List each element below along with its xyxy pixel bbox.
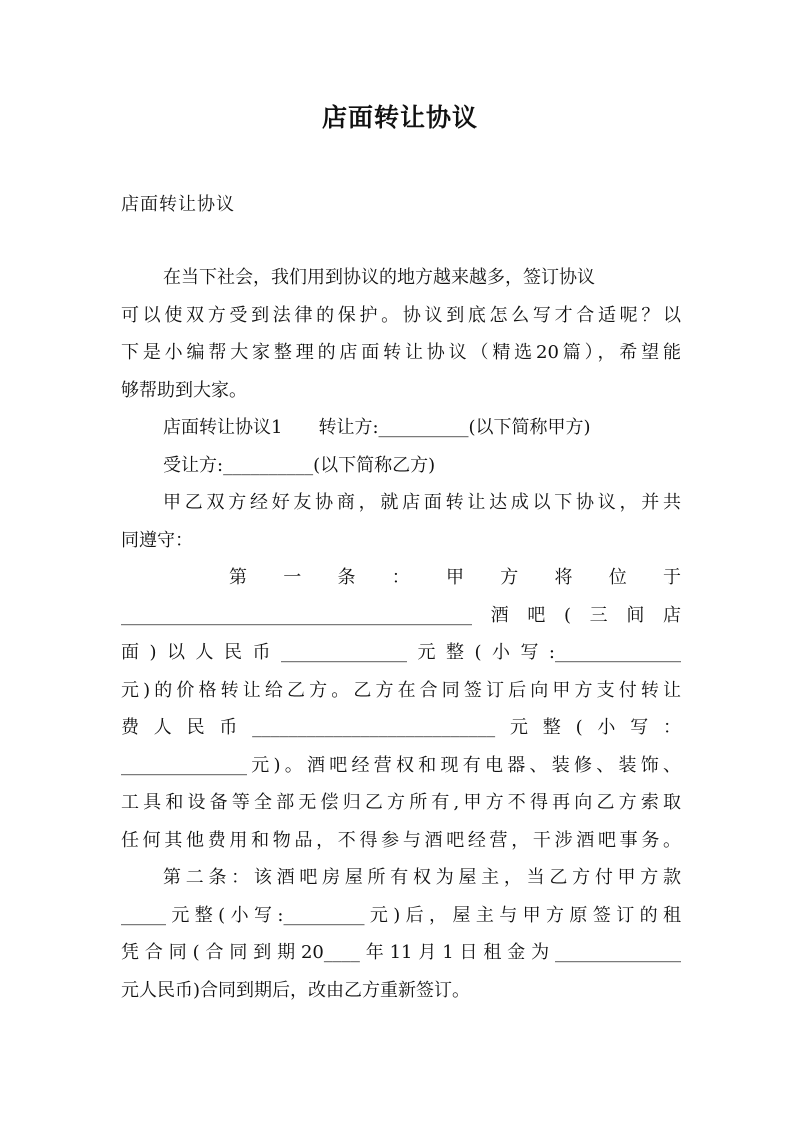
paragraph-line: _____元整(小写:_________元)后，屋主与甲方原签订的租 [121, 904, 681, 926]
document-body [121, 259, 681, 1009]
paragraph-line: 够帮助到大家。 [121, 379, 247, 401]
paragraph-line: 元人民币)合同到期后，改由乙方重新签订。 [121, 979, 471, 1001]
paragraph-line: 甲乙双方经好友协商，就店面转让达成以下协议，并共 [163, 492, 681, 513]
paragraph-line: 在当下社会，我们用到协议的地方越来越多，签订协议 [163, 267, 595, 288]
page-title: 店面转让协议 [321, 103, 478, 132]
paragraph-line: ______________元)。酒吧经营权和现有电器、装修、装饰、 [121, 754, 681, 776]
paragraph-line: 同遵守： [121, 529, 193, 551]
paragraph-line: 店面转让协议1 转让方:__________(以下简称甲方) [163, 417, 591, 438]
paragraph-line: 工具和设备等全部无偿归乙方所有,甲方不得再向乙方索取 [121, 792, 681, 813]
paragraph-line: 费人民币___________________________元整(小写： [121, 717, 681, 738]
document-subtitle: 店面转让协议 [121, 194, 235, 215]
paragraph-line: 下是小编帮大家整理的店面转让协议（精选20篇），希望能 [121, 342, 681, 363]
paragraph-line: _______________________________________酒吧(三间店 [121, 604, 681, 626]
paragraph-line: 第二条：该酒吧房屋所有权为屋主，当乙方付甲方款 [163, 867, 681, 888]
article-heading-line: 第 一 条 ： 甲 方 将 位 于 [229, 567, 681, 588]
paragraph-line: 任何其他费用和物品，不得参与酒吧经营，干涉酒吧事务。 [121, 829, 681, 851]
paragraph-line: 凭合同(合同到期20____年11月1日租金为______________ [121, 942, 681, 963]
paragraph-line: 面)以人民币______________元整(小写:______________ [121, 642, 681, 663]
paragraph-line: 元)的价格转让给乙方。乙方在合同签订后向甲方支付转让 [121, 679, 681, 701]
paragraph-line: 可以使双方受到法律的保护。协议到底怎么写才合适呢？以 [121, 304, 681, 326]
paragraph-line: 受让方:__________(以下简称乙方) [163, 454, 436, 476]
